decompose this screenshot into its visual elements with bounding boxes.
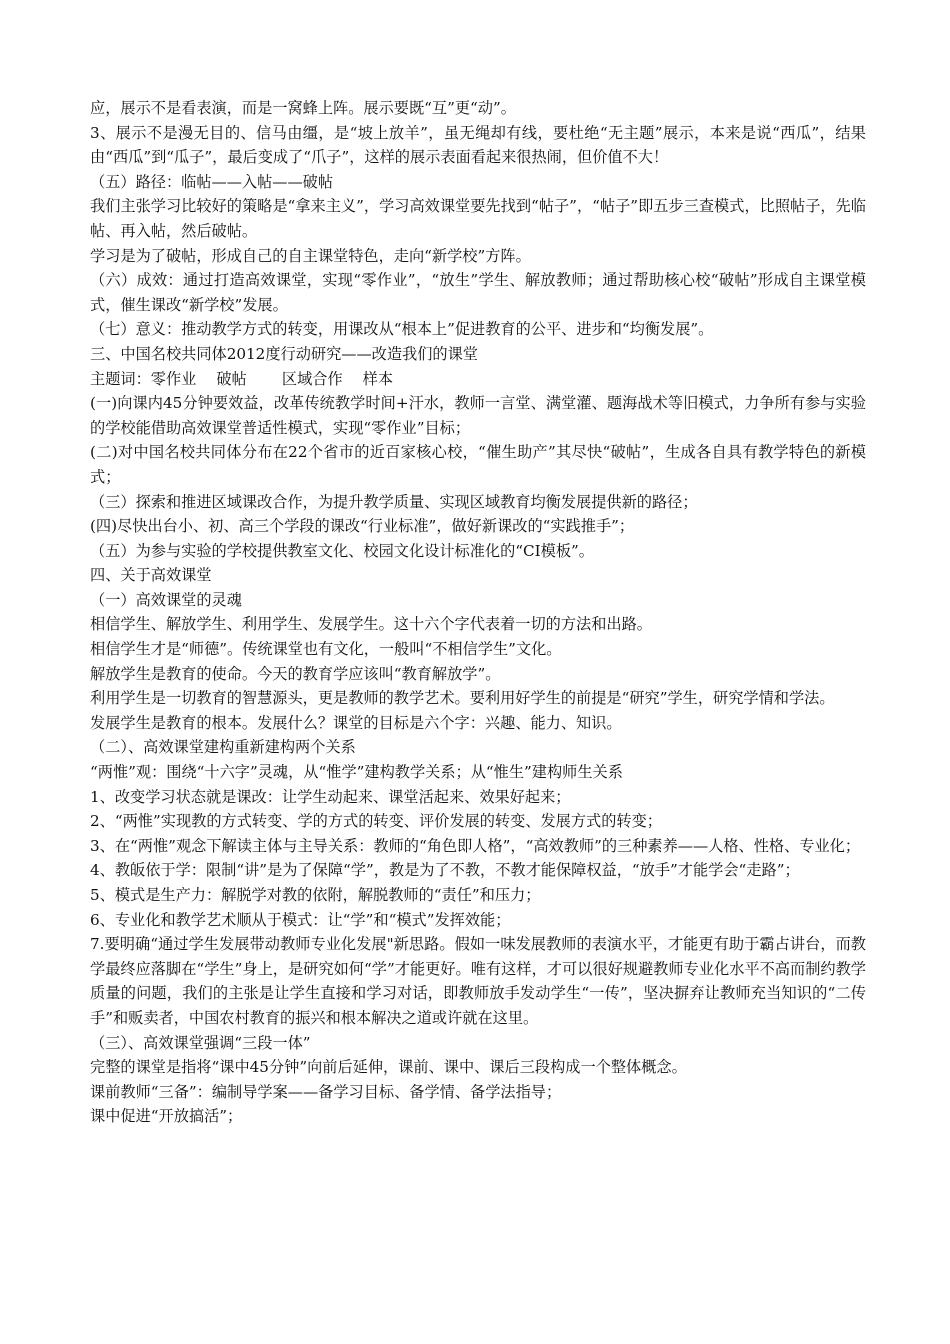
paragraph: 学习是为了破帖，形成自己的自主课堂特色，走向“新学校”方阵。 [90, 246, 531, 265]
paragraph: 3、展示不是漫无目的、信马由缰，是“坡上放羊”，虽无绳却有线，要杜绝“无主题”展示，本来是说“西瓜”，结果由“西瓜”到“瓜子”，最后变成了“爪子”，这样的展示表面看起来很热闹，但价值不大！ [90, 123, 866, 167]
subsection-heading: （二）、高效课堂建构重新建构两个关系 [90, 738, 356, 757]
paragraph: 相信学生、解放学生、利用学生、发展学生。这十六个字代表着一切的方法和出路。 [90, 615, 652, 634]
paragraph: “两惟”观：围绕“十六字”灵魂，从“惟学”建构教学关系；从“惟生”建构师生关系 [90, 763, 623, 782]
paragraph: (四)尽快出台小、初、高三个学段的课改“行业标准”，做好新课改的“实践推手”； [90, 517, 635, 536]
document-body [90, 96, 866, 1129]
paragraph: 我们主张学习比较好的策略是“拿来主义”，学习高效课堂要先找到“帖子”，“帖子”即五步三查模式，比照帖子，先临帖、再入帖，然后破帖。 [90, 197, 866, 240]
paragraph: 应，展示不是看表演，而是一窝蜂上阵。展示要既“互”更“动”。 [90, 99, 516, 117]
paragraph: （七）意义：推动教学方式的转变，用课改从“根本上”促进教育的公平、进步和“均衡发展”。 [90, 320, 714, 339]
paragraph: 完整的课堂是指将“课中45分钟”向前后延伸，课前、课中、课后三段构成一个整体概念。 [90, 1058, 687, 1077]
subsection-heading: （三）、高效课堂强调“三段一体” [90, 1033, 311, 1052]
section-heading: （五）路径：临帖——入帖——破帖 [90, 172, 333, 191]
section-heading: 三、中国名校共同体2012度行动研究——改造我们的课堂 [90, 344, 478, 363]
list-item: 2、“两惟”实现教的方式转变、学的方式的转变、评价发展的转变、发展方式的转变； [90, 812, 662, 831]
paragraph: （五）为参与实验的学校提供教室文化、校园文化设计标准化的“CI模板”。 [90, 541, 594, 560]
paragraph: 相信学生才是“师德”。传统课堂也有文化，一般叫“不相信学生”文化。 [90, 640, 562, 659]
keywords-line: 主题词：零作业 破帖 区域合作 样本 [90, 369, 394, 388]
section-heading: 四、关于高效课堂 [90, 566, 212, 585]
paragraph: 发展学生是教育的根本。发展什么？课堂的目标是六个字：兴趣、能力、知识。 [90, 713, 622, 732]
paragraph: (一)向课内45分钟要效益，改革传统教学时间+汗水，教师一言堂、满堂灌、题海战术等旧模式，力争所有参与实验的学校能借助高效课堂普适性模式，实现“零作业”目标； [90, 394, 866, 437]
list-item: 1、改变学习状态就是课改：让学生动起来、课堂活起来、效果好起来； [90, 787, 571, 806]
paragraph: 解放学生是教育的使命。今天的教育学应该叫“教育解放学”。 [90, 664, 501, 683]
list-item: 7.要明确“通过学生发展带动教师专业化发展"新思路。假如一味发展教师的表演水平，才能更有助于霸占讲台，而教学最终应落脚在“学生”身上，是研究如何“学”才能更好。唯有这样，才可以很好规避教师专业化水平不高而制约教学质量的问题，我们的主张是让学生直接和学习对话，即教师放手发动学生“一传”，坚决摒弃让教师充当知识的“二传手”和贩卖者，中国农村教育的振兴和根本解决之道或许就在这里。 [90, 935, 866, 1027]
list-item: 5、模式是生产力：解脱学对教的依附，解脱教师的“责任”和压力； [90, 886, 541, 904]
list-item: 4、教皈依于学：限制“讲”是为了保障“学”，教是为了不教，不教才能保障权益，“放手”才能学会“走路”； [90, 861, 800, 880]
paragraph: 课前教师“三备”：编制导学案——备学习目标、备学情、备学法指导； [90, 1082, 562, 1101]
list-item: 6、专业化和教学艺术顺从于模式：让“学”和“模式”发挥效能； [90, 910, 511, 929]
paragraph: 课中促进“开放搞活”； [90, 1107, 243, 1126]
paragraph: （三）探索和推进区域课改合作，为提升教学质量、实现区域教育均衡发展提供新的路径； [90, 492, 698, 511]
paragraph: (二)对中国名校共同体分布在22个省市的近百家核心校，“催生助产”其尽快“破帖”，生成各自具有教学特色的新模式； [90, 443, 866, 486]
subsection-heading: （一）高效课堂的灵魂 [90, 590, 242, 609]
paragraph: 利用学生是一切教育的智慧源头，更是教师的教学艺术。要利用好学生的前提是“研究”学生，研究学情和学法。 [90, 689, 835, 708]
list-item: 3、在“两惟”观念下解读主体与主导关系：教师的“角色即人格”，“高效教师”的三种素养——人格、性格、专业化； [90, 836, 861, 855]
paragraph: （六）成效：通过打造高效课堂，实现“零作业”，“放生”学生、解放教师；通过帮助核心校“破帖”形成自主课堂模式，催生课改“新学校”发展。 [90, 271, 866, 314]
